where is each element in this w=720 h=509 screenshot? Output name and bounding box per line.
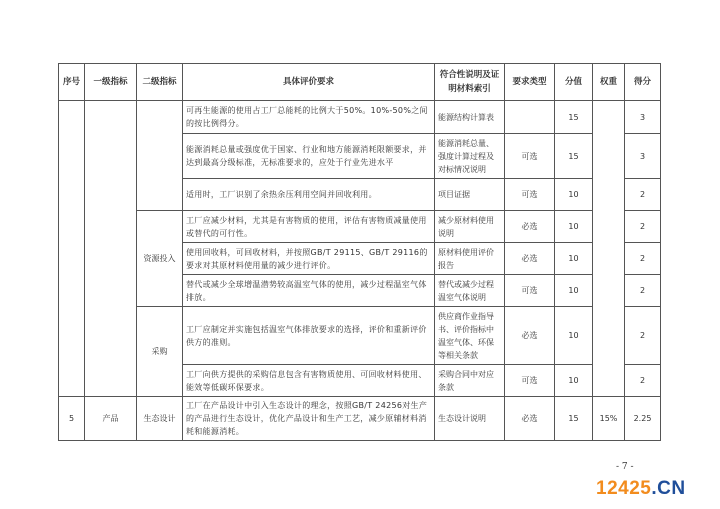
cell-requirement: 可再生能源的使用占工厂总能耗的比例大于50%。10%-50%之间的按比例得分。 (183, 101, 435, 134)
cell-evidence: 减少原材料使用说明 (435, 211, 505, 243)
page-number: - 7 - (616, 462, 634, 472)
cell-requirement: 工厂应制定并实施包括温室气体排放要求的选择，评价和重新评价供方的准则。 (183, 307, 435, 365)
header-score: 分值 (555, 64, 593, 101)
cell-type: 可选 (505, 179, 555, 211)
cell-type: 可选 (505, 365, 555, 397)
cell-type (505, 101, 555, 134)
header-evidence: 符合性说明及证明材料索引 (435, 64, 505, 101)
table-header-row (59, 64, 661, 101)
watermark-tld: .CN (651, 478, 686, 499)
cell-requirement: 替代或减少全球增温潜势较高温室气体的使用，减少过程温室气体排放。 (183, 275, 435, 307)
cell-evidence: 供应商作业指导书、评价指标中温室气体、环保等相关条款 (435, 307, 505, 365)
cell-requirement: 适用时，工厂识别了余热余压利用空间并回收利用。 (183, 179, 435, 211)
table-row (59, 307, 661, 365)
cell-score: 10 (555, 307, 593, 365)
cell-score: 15 (555, 397, 593, 441)
cell-evidence: 能源消耗总量、强度计算过程及对标情况说明 (435, 134, 505, 179)
cell-level2-procurement: 采购 (137, 307, 183, 397)
site-watermark (596, 478, 686, 500)
cell-weight: 15% (593, 397, 625, 441)
cell-type: 必选 (505, 243, 555, 275)
cell-requirement: 工厂应减少材料，尤其是有害物质的使用，评估有害物质减量使用或替代的可行性。 (183, 211, 435, 243)
cell-type: 可选 (505, 134, 555, 179)
evaluation-table (58, 63, 661, 441)
cell-type: 可选 (505, 275, 555, 307)
cell-score: 15 (555, 134, 593, 179)
cell-requirement: 使用回收料，可回收材料，并按照GB/T 29115、GB/T 29116的要求对其原材料使用量的减少进行评价。 (183, 243, 435, 275)
cell-score: 10 (555, 243, 593, 275)
header-weight: 权重 (593, 64, 625, 101)
cell-level1: 产品 (85, 397, 137, 441)
header-requirement: 具体评价要求 (183, 64, 435, 101)
table-row (59, 101, 661, 134)
cell-evidence: 项目证据 (435, 179, 505, 211)
cell-type: 必选 (505, 307, 555, 365)
cell-evidence: 能源结构计算表 (435, 101, 505, 134)
cell-points: 3 (625, 134, 661, 179)
cell-type: 必选 (505, 211, 555, 243)
cell-level2-blank (137, 101, 183, 211)
header-type: 要求类型 (505, 64, 555, 101)
cell-points: 2 (625, 211, 661, 243)
cell-score: 10 (555, 365, 593, 397)
cell-score: 10 (555, 275, 593, 307)
header-no: 序号 (59, 64, 85, 101)
cell-points: 2.25 (625, 397, 661, 441)
header-level1: 一级指标 (85, 64, 137, 101)
watermark-number: 12425 (596, 478, 652, 499)
cell-points: 2 (625, 307, 661, 365)
header-level2: 二级指标 (137, 64, 183, 101)
cell-evidence: 采购合同中对应条款 (435, 365, 505, 397)
cell-points: 3 (625, 101, 661, 134)
cell-evidence: 原材料使用评价报告 (435, 243, 505, 275)
cell-level2-resource-input: 资源投入 (137, 211, 183, 307)
cell-points: 2 (625, 365, 661, 397)
cell-evidence: 替代或减少过程温室气体说明 (435, 275, 505, 307)
cell-requirement: 工厂向供方提供的采购信息包含有害物质使用、可回收材料使用、能效等低碳环保要求。 (183, 365, 435, 397)
cell-score: 10 (555, 211, 593, 243)
cell-points: 2 (625, 179, 661, 211)
cell-requirement: 能源消耗总量或强度优于国家、行业和地方能源消耗限额要求，并达到最高分级标准，无标准要求的，应处于行业先进水平 (183, 134, 435, 179)
cell-points: 2 (625, 243, 661, 275)
cell-no-blank (59, 101, 85, 397)
cell-evidence: 生态设计说明 (435, 397, 505, 441)
cell-points: 2 (625, 275, 661, 307)
header-points: 得分 (625, 64, 661, 101)
cell-no: 5 (59, 397, 85, 441)
cell-weight-blank (593, 101, 625, 397)
cell-level1-blank (85, 101, 137, 397)
cell-requirement: 工厂在产品设计中引入生态设计的理念，按照GB/T 24256对生产的产品进行生态设计，优化产品设计和生产工艺，减少原辅材料消耗和能源消耗。 (183, 397, 435, 441)
cell-type: 必选 (505, 397, 555, 441)
table-row (59, 397, 661, 441)
table-row (59, 211, 661, 243)
cell-score: 15 (555, 101, 593, 134)
cell-level2: 生态设计 (137, 397, 183, 441)
cell-score: 10 (555, 179, 593, 211)
